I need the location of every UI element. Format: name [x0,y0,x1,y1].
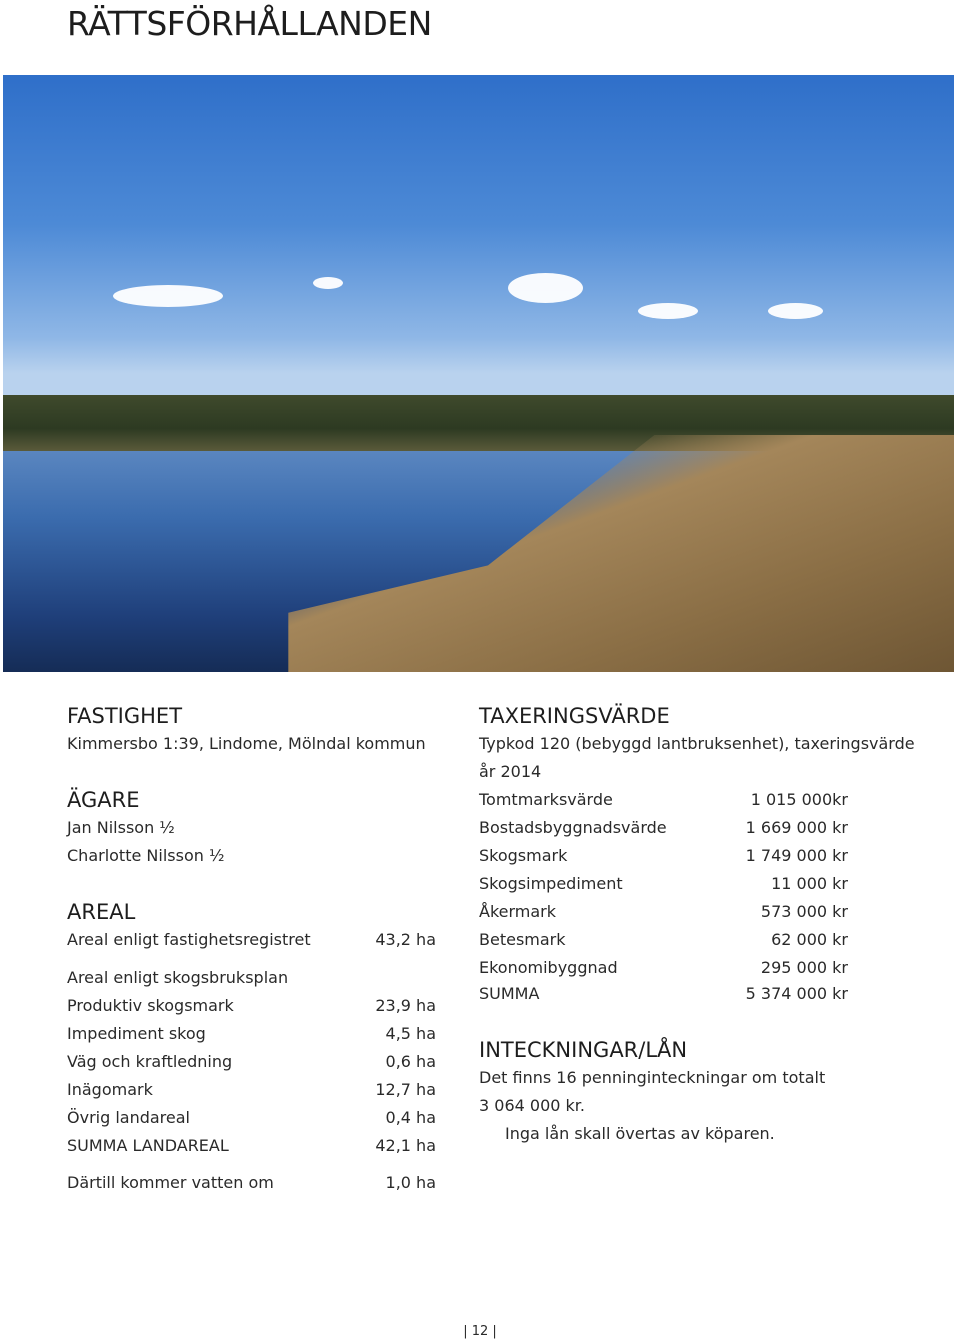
row-label: Areal enligt fastighetsregistret [67,930,311,949]
agare-section [67,786,436,870]
row-label: Övrig landareal [67,1108,190,1127]
row-value: 1 015 000kr [750,790,848,809]
areal-row [67,1104,436,1132]
tax-row [479,814,848,842]
row-value: 5 374 000 kr [745,984,848,1003]
tax-row [479,954,848,982]
row-value: 4,5 ha [385,1024,436,1043]
inteckningar-line: Det finns 16 penninginteckningar om totalt [479,1068,826,1087]
taxering-intro: Typkod 120 (bebyggd lantbruksenhet), taxeringsvärde [479,734,915,753]
fastighet-text: Kimmersbo 1:39, Lindome, Mölndal kommun [67,734,426,753]
row-label: Skogsimpediment [479,874,623,893]
areal-row [67,1132,436,1160]
tax-row [479,926,848,954]
areal-row [67,992,436,1020]
fastighet-heading: FASTIGHET [67,704,183,728]
row-value: 0,4 ha [385,1108,436,1127]
row-label: Tomtmarksvärde [479,790,613,809]
row-label: Bostadsbyggnadsvärde [479,818,667,837]
row-value: 295 000 kr [760,958,848,977]
water-row [67,1169,436,1197]
row-value: 1 749 000 kr [745,846,848,865]
tax-row [479,786,848,814]
areal-row [67,1076,436,1104]
row-value: 23,9 ha [375,996,436,1015]
row-label: SUMMA LANDAREAL [67,1136,229,1155]
row-label: Ekonomibyggnad [479,958,618,977]
row-label: Åkermark [479,902,557,921]
inteckningar-line: 3 064 000 kr. [479,1096,585,1115]
taxering-year: år 2014 [479,762,542,781]
inteckningar-heading: INTECKNINGAR/LÅN [479,1038,688,1062]
row-value: 11 000 kr [771,874,848,893]
row-value: 1 669 000 kr [745,818,848,837]
taxering-section [479,702,915,1008]
row-label: Därtill kommer vatten om [67,1173,274,1192]
tax-row [479,870,848,898]
row-value: 0,6 ha [385,1052,436,1071]
plan-heading: Areal enligt skogsbruksplan [67,968,289,987]
taxering-heading: TAXERINGSVÄRDE [479,704,670,728]
areal-row [67,926,436,954]
row-value: 573 000 kr [760,902,848,921]
row-label: Inägomark [67,1080,153,1099]
inteckningar-section [479,1036,848,1148]
row-label: SUMMA [479,984,540,1003]
row-value: 43,2 ha [375,930,436,949]
agare-heading: ÄGARE [67,788,140,812]
row-label: Väg och kraftledning [67,1052,233,1071]
row-label: Betesmark [479,930,566,949]
areal-section [67,898,436,1197]
row-value: 12,7 ha [375,1080,436,1099]
page-number-text: 12 [471,1324,489,1339]
row-label: Skogsmark [479,846,568,865]
tax-row [479,898,848,926]
row-value: 1,0 ha [385,1173,436,1192]
owner: Charlotte Nilsson ½ [67,846,225,865]
page-title: RÄTTSFÖRHÅLLANDEN [67,4,432,43]
row-label: Produktiv skogsmark [67,996,234,1015]
inteckningar-note: Inga lån skall övertas av köparen. [505,1124,775,1143]
areal-row [67,1048,436,1076]
page-number: | 12 | [463,1324,497,1339]
tax-row [479,842,848,870]
lake-photo [3,75,954,672]
tax-sum-row [479,980,848,1008]
fastighet-section [67,702,436,758]
row-label: Impediment skog [67,1024,206,1043]
row-value: 42,1 ha [375,1136,436,1155]
areal-row [67,1020,436,1048]
owner: Jan Nilsson ½ [67,818,175,837]
areal-heading: AREAL [67,900,136,924]
row-value: 62 000 kr [771,930,848,949]
